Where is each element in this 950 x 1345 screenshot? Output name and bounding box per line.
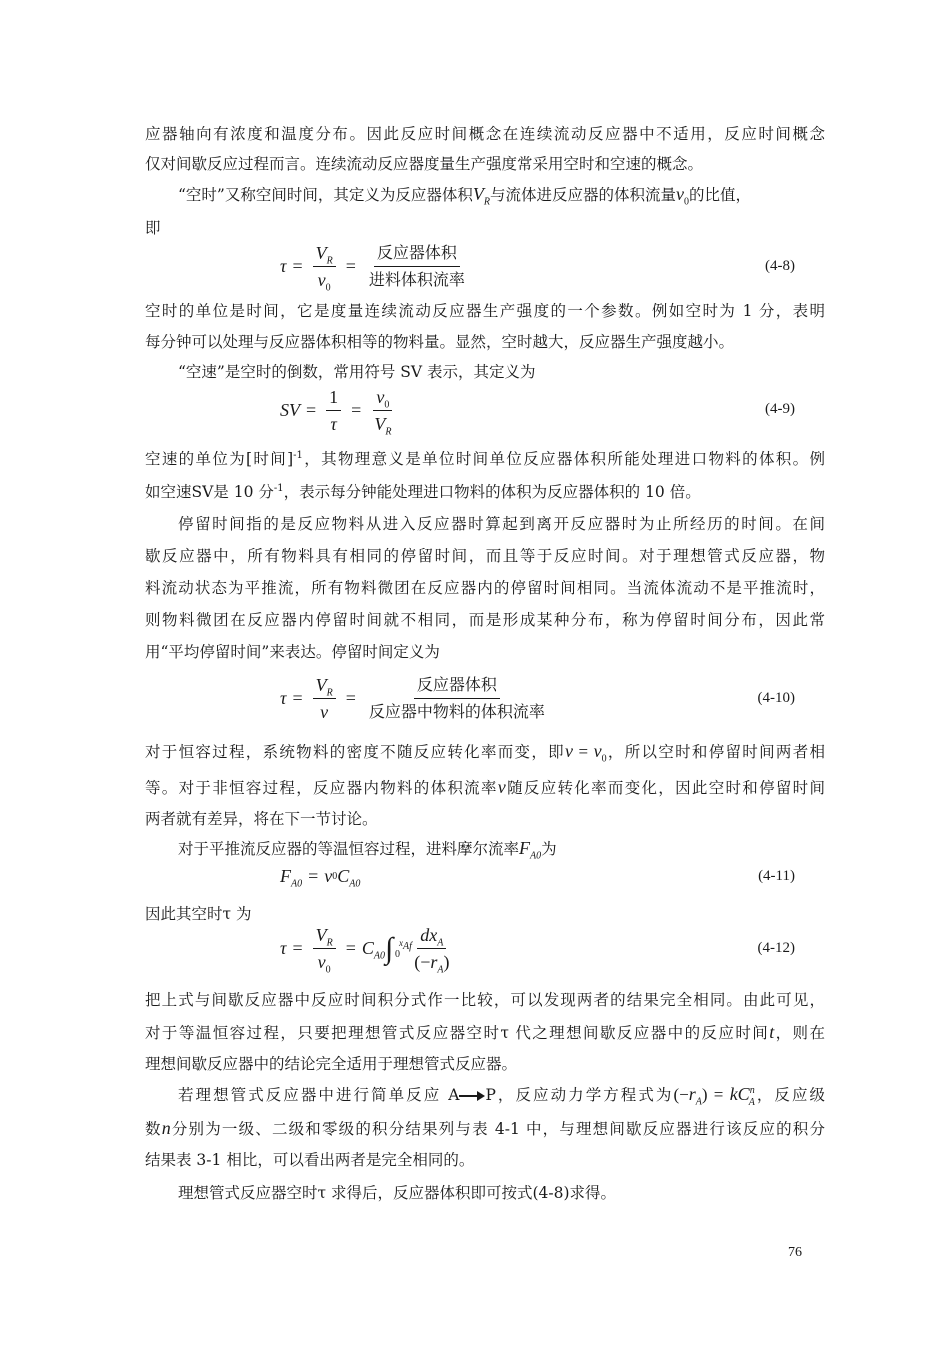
paragraph-line: 则物料微团在反应器内停留时间就不相同，而是形成某种分布，称为停留时间分布，因此常 [145,611,825,629]
paragraph-line: 仅对间歇反应过程而言。连续流动反应器度量生产强度常采用空时和空速的概念。 [145,155,704,173]
paragraph-line: 理想管式反应器空时τ 求得后，反应器体积即可按式(4-8)求得。 [178,1184,617,1202]
equation-4-11: $F_{A0}$ = v 0 $C_{A0}$ (4-11) [280,866,795,890]
equation-number: (4-10) [757,690,795,706]
equation-4-10: τ = $\frac{V_R}{v}$ = $\frac{\text{反应器体积}}{\text{反应器中物料的体积流率}}$ (4-10) [280,675,795,722]
paragraph-line: 因此其空时τ 为 [145,905,252,923]
paragraph-line: 对于恒容过程，系统物料的密度不随反应转化率而变，即$v = v_0$，所以空时和停留时间两者相 [145,741,825,765]
paragraph-line: 料流动状态为平推流，所有物料微团在反应器内的停留时间相同。当流体流动不是平推流时， [145,579,825,597]
paragraph-line: 即 [145,219,161,237]
paragraph-line: 每分钟可以处理与反应器体积相等的物料量。显然，空时越大，反应器生产强度越小。 [145,333,735,351]
equation-number: (4-11) [758,868,795,884]
paragraph-line: 对于平推流反应器的等温恒容过程，进料摩尔流率$F_{A0}$为 [178,838,557,862]
equation-4-9: SV = $\frac{1}{\tau}$ = $\frac{v_0}{V_R}$ (4-9) [280,387,795,438]
paragraph-line: 对于等温恒容过程，只要把理想管式反应器空时τ 代之理想间歇反应器中的反应时间t，则在 [145,1022,825,1042]
paragraph-line: 把上式与间歇反应器中反应时间积分式作一比较，可以发现两者的结果完全相同。由此可见， [145,991,825,1009]
paragraph-line: 空时的单位是时间，它是度量连续流动反应器生产强度的一个参数。例如空时为 1 分，表明 [145,302,825,320]
paragraph-line: 用“平均停留时间”来表达。停留时间定义为 [145,643,440,661]
equation-4-12: τ = $\frac{V_R}{v_0}$ = $C_{A0}$ ∫ $x_{Af}$ 0 $\frac{dx_A}{(-r_A)}$ (4-12) [280,925,795,976]
reaction-arrow-icon [459,1091,485,1101]
paragraph-line: 应器轴向有浓度和温度分布。因此反应时间概念在连续流动反应器中不适用，反应时间概念 [145,125,825,143]
paragraph-line: 两者就有差异，将在下一节讨论。 [145,810,378,828]
paragraph-line: 停留时间指的是反应物料从进入反应器时算起到离开反应器时为止所经历的时间。在间 [178,515,825,533]
equation-number: (4-9) [765,401,795,417]
equation-number: (4-12) [757,940,795,956]
paragraph-line: “空速”是空时的倒数，常用符号 SV 表示，其定义为 [178,363,536,381]
paragraph-line: “空时”又称空间时间，其定义为反应器体积$V_R$与流体进反应器的体积流量$v_0$的比值， [178,184,751,208]
equation-number: (4-8) [765,258,795,274]
paragraph-line: 空速的单位为[时间]$^{-1}$，其物理意义是单位时间单位反应器体积所能处理进口物料的体积。例 [145,449,825,468]
paragraph-line: 理想间歇反应器中的结论完全适用于理想管式反应器。 [145,1055,518,1073]
equation-4-8: τ = $\frac{V_R}{v_0}$ = $\frac{\text{反应器体积}}{\text{进料体积流率}}$ (4-8) [280,243,795,294]
paragraph-line: 数n分别为一级、二级和零级的积分结果列与表 4-1 中，与理想间歇反应器进行该反应的积分 [145,1118,825,1138]
paragraph-line: 若理想管式反应器中进行简单反应 A P，反应动力学方程式为$(-r_A) = kC^n_A$，反应级 [178,1084,826,1108]
paragraph-line: 歇反应器中，所有物料具有相同的停留时间，而且等于反应时间。对于理想管式反应器，物 [145,547,825,565]
paragraph-line: 等。对于非恒容过程，反应器内物料的体积流率v随反应转化率而变化，因此空时和停留时间 [145,777,825,797]
paragraph-line: 结果表 3-1 相比，可以看出两者是完全相同的。 [145,1151,475,1169]
page-number: 76 [788,1245,802,1260]
paragraph-line: 如空速SV是 10 分$^{-1}$，表示每分钟能处理进口物料的体积为反应器体积的 10 倍。 [145,482,701,501]
